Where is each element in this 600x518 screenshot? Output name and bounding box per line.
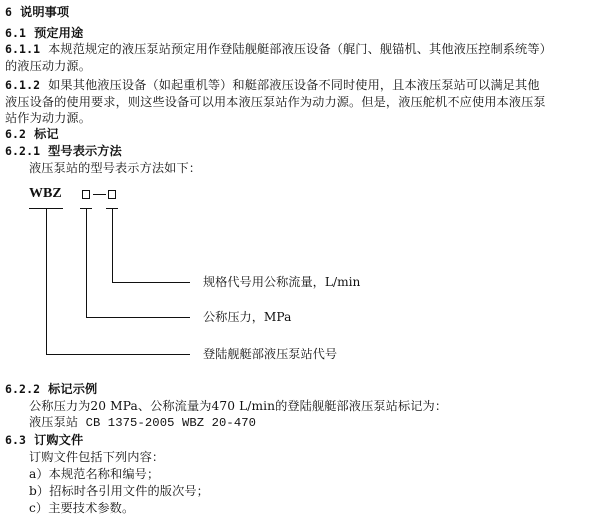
section-title: 说明事项	[20, 5, 70, 19]
ordering-item-b: b）招标时各引用文件的版次号；	[29, 484, 209, 498]
ordering-docs-intro: 订购文件包括下列内容：	[29, 450, 165, 464]
section-number: 6.2.2	[5, 382, 41, 396]
flow-spec-label: 规格代号用公称流量，L/min	[203, 275, 361, 289]
section-title: 标记示例	[48, 382, 98, 396]
pressure-leader-vertical	[86, 209, 87, 317]
section-number: 6	[5, 5, 13, 19]
station-code-label: 登陆舰艇部液压泵站代号	[203, 347, 338, 361]
ordering-item-c: c）主要技术参数。	[29, 501, 135, 515]
section-title: 标记	[34, 127, 59, 141]
marking-example-line-1: 公称压力为20 MPa、公称流量为470 L/min的登陆舰艇部液压泵站标记为：	[29, 399, 448, 413]
clause-text: 如果其他液压设备（如起重机等）和艇部液压设备不同时使用，且本液压泵站可以满足其他	[48, 78, 540, 92]
section-6-2-1-heading	[5, 143, 122, 159]
clause-6-1-2-line-1	[5, 77, 540, 93]
pressure-leader-horizontal	[86, 317, 190, 318]
name-leader-vertical	[46, 209, 47, 354]
section-title: 订购文件	[34, 433, 84, 447]
clause-6-1-2-line-3: 站作为动力源。	[5, 111, 92, 125]
section-6-2-2-heading	[5, 381, 97, 397]
clause-text: 本规范规定的液压泵站预定用作登陆舰艇部液压设备（艉门、舰锚机、其他液压控制系统等）	[48, 42, 552, 56]
section-6-2-heading	[5, 126, 59, 142]
section-number: 6.2	[5, 127, 27, 141]
name-leader-horizontal	[46, 354, 190, 355]
section-number: 6.3	[5, 433, 27, 447]
clause-number: 6.1.1	[5, 42, 41, 56]
clause-6-1-1-line-2: 的液压动力源。	[5, 59, 92, 73]
ordering-item-a: a）本规范名称和编号；	[29, 467, 160, 481]
marking-example-line-2: 液压泵站 CB 1375-2005 WBZ 20-470	[29, 416, 257, 430]
section-number: 6.1	[5, 26, 27, 40]
section-6-1-heading	[5, 25, 83, 41]
flow-leader-vertical	[112, 209, 113, 282]
section-6-heading	[5, 4, 69, 20]
clause-6-1-1-line-1	[5, 41, 552, 57]
flow-leader-horizontal	[112, 282, 190, 283]
section-6-3-heading	[5, 432, 83, 448]
section-title: 型号表示方法	[48, 144, 122, 158]
section-number: 6.2.1	[5, 144, 41, 158]
model-notation-intro: 液压泵站的型号表示方法如下：	[29, 161, 202, 175]
pressure-placeholder-box	[82, 190, 90, 199]
clause-6-1-2-line-2: 液压设备的使用要求，则这些设备可以用本液压泵站作为动力源。但是，液压舵机不应使用本液压泵	[5, 95, 546, 109]
pressure-label: 公称压力，MPa	[203, 310, 292, 324]
section-title: 预定用途	[34, 26, 84, 40]
model-code-prefix: WBZ	[29, 186, 62, 201]
clause-number: 6.1.2	[5, 78, 41, 92]
flow-placeholder-box	[108, 190, 116, 199]
code-separator-dash	[93, 194, 106, 195]
